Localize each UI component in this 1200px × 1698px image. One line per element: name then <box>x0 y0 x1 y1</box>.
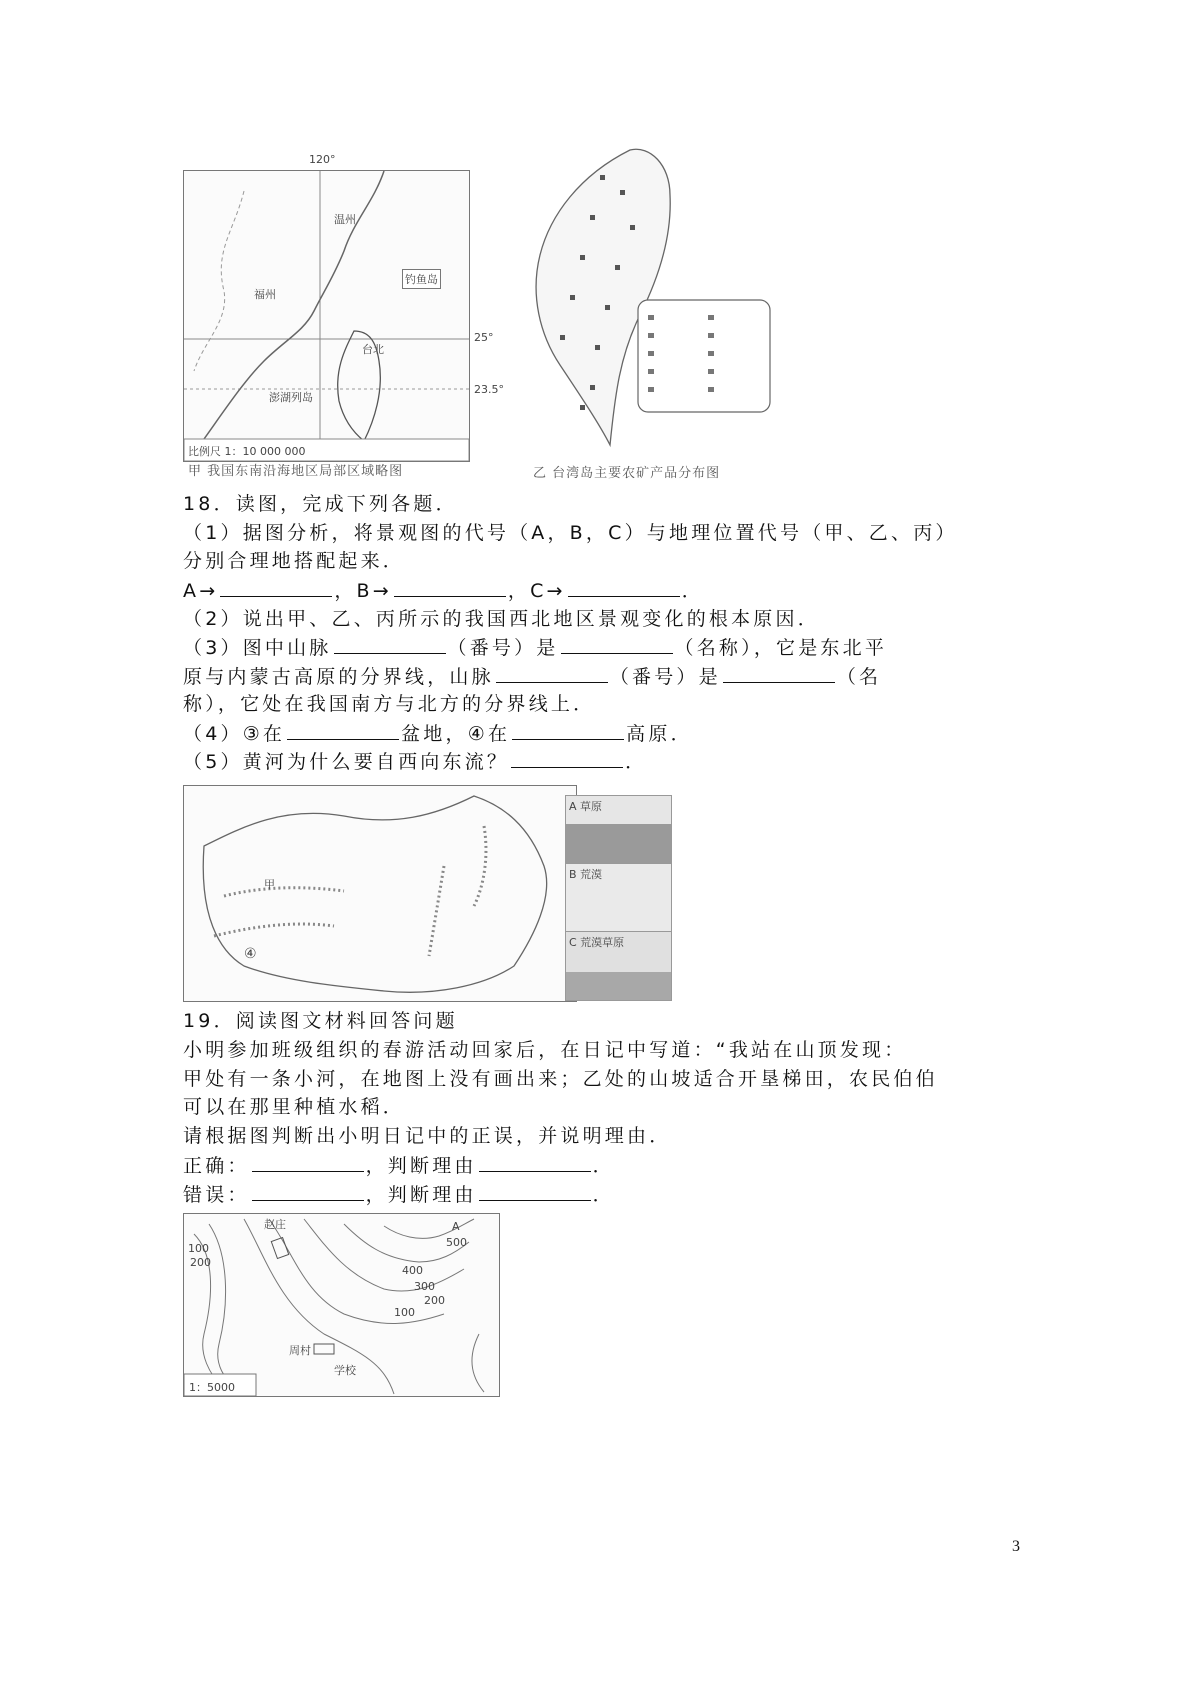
village-zhoucun: 周村 <box>289 1344 311 1357</box>
q19-line3: 可以在那里种植水稻． <box>183 1096 406 1118</box>
map-scale: 比例尺 1：10 000 000 <box>188 445 306 458</box>
southeast-coast-map-drawing <box>184 171 469 461</box>
q18-part2: （2）说出甲、乙、丙所示的我国西北地区景观变化的根本原因． <box>183 608 820 630</box>
latitude-25-label: 25° <box>474 331 494 344</box>
place-taipei: 台北 <box>362 343 384 356</box>
q18-p5-end: ． <box>625 751 648 773</box>
q18-p5-text: （5）黄河为什么要自西向东流？ <box>183 751 510 773</box>
q18-c-label: ，C→ <box>507 580 566 602</box>
q19-wrong-reason-blank[interactable] <box>479 1180 591 1201</box>
label-4: ④ <box>244 946 257 962</box>
taiwan-products-map <box>520 145 810 460</box>
contour-100-left: 100 <box>188 1242 209 1255</box>
q18-c-blank[interactable] <box>568 576 680 597</box>
q18-p3-text-4: 原与内蒙古高原的分界线，山脉 <box>183 666 494 688</box>
place-diaoyu-island: 钓鱼岛 <box>402 269 441 289</box>
village-zhaozhuang: 赵庄 <box>264 1218 286 1231</box>
q18-p3-text-1: （3）图中山脉 <box>183 637 332 659</box>
q18-p3-blank-3[interactable] <box>496 662 608 683</box>
q18-p3-blank-2[interactable] <box>561 633 673 654</box>
q18-b-blank[interactable] <box>394 576 506 597</box>
q18-part1-end: ． <box>681 580 704 602</box>
latitude-235-label: 23.5° <box>474 383 504 396</box>
q18-p4-text-2: 盆地，④在 <box>401 723 511 745</box>
china-terrain-map <box>183 785 577 1002</box>
q18-part1-line2: 分别合理地搭配起来． <box>183 550 406 572</box>
q19-correct-reason-blank[interactable] <box>479 1151 591 1172</box>
q19-wrong-end: ． <box>592 1184 615 1206</box>
q19-correct-blank[interactable] <box>252 1151 364 1172</box>
q19-line2: 甲处有一条小河，在地图上没有画出来；乙处的山坡适合开垦梯田，农民伯伯 <box>183 1068 938 1090</box>
q19-correct <box>183 1151 615 1180</box>
longitude-label: 120° <box>309 153 336 166</box>
q18-p3-blank-4[interactable] <box>723 662 835 683</box>
q19-correct-label: 正确： <box>183 1155 250 1177</box>
q19-wrong-label: 错误： <box>183 1184 250 1206</box>
southeast-coast-map <box>183 153 504 462</box>
contour-map <box>183 1213 500 1397</box>
q18-b-label: ，B→ <box>334 580 392 602</box>
right-map-caption: 乙 台湾岛主要农矿产品分布图 <box>533 466 721 481</box>
q18-p4-blank-2[interactable] <box>512 719 624 740</box>
q19-wrong <box>183 1180 615 1209</box>
contour-300: 300 <box>414 1280 435 1293</box>
place-fuzhou: 福州 <box>254 288 276 301</box>
q19-line1: 小明参加班级组织的春游活动回家后，在日记中写道：“我站在山顶发现： <box>183 1039 907 1061</box>
q18-p4-text-1: （4）③在 <box>183 723 286 745</box>
panel-a <box>565 795 672 865</box>
q18-p3-text-5: （番号）是 <box>609 666 721 688</box>
q18-title: 18．读图，完成下列各题． <box>183 493 458 515</box>
contour-100-right: 100 <box>394 1306 415 1319</box>
q18-a-blank[interactable] <box>220 576 332 597</box>
q18-p3-text-6: （名 <box>836 666 882 688</box>
q18-part4 <box>183 719 693 748</box>
panel-b-label: B 荒漠 <box>569 868 603 881</box>
q19-correct-reason-label: ，判断理由 <box>365 1155 477 1177</box>
contour-400: 400 <box>402 1264 423 1277</box>
q18-p4-text-3: 高原． <box>626 723 693 745</box>
q18-p3-text-2: （番号）是 <box>447 637 559 659</box>
q18-part3-line1 <box>183 633 887 662</box>
q19-wrong-blank[interactable] <box>252 1180 364 1201</box>
q18-p4-blank-1[interactable] <box>287 719 399 740</box>
panel-a-label: A 草原 <box>569 800 603 813</box>
place-wenzhou: 温州 <box>334 213 356 226</box>
panel-b <box>565 863 672 933</box>
place-penghu: 澎湖列岛 <box>269 391 313 404</box>
panel-c <box>565 931 672 1001</box>
q19-correct-end: ． <box>592 1155 615 1177</box>
q18-part3-line3: 称），它处在我国南方与北方的分界线上． <box>183 693 596 715</box>
contour-500: 500 <box>446 1236 467 1249</box>
label-jia: 甲 <box>264 878 275 891</box>
contour-scale: 1：5000 <box>189 1381 235 1394</box>
q18-part3-line2 <box>183 662 881 691</box>
q19-title: 19．阅读图文材料回答问题 <box>183 1010 458 1032</box>
q18-p5-blank[interactable] <box>511 747 623 768</box>
q19-line4: 请根据图判断出小明日记中的正误，并说明理由． <box>183 1125 672 1147</box>
china-terrain-drawing <box>184 786 576 1001</box>
q18-p3-text-3: （名称），它是东北平 <box>674 637 888 659</box>
page-number: 3 <box>1012 1538 1020 1555</box>
left-map-caption: 甲 我国东南沿海地区局部区域略图 <box>188 464 404 479</box>
q18-p3-blank-1[interactable] <box>334 633 446 654</box>
q18-part5 <box>183 747 647 776</box>
q18-part1-line1: （1）据图分析，将景观图的代号（A，B，C）与地理位置代号（甲、乙、丙） <box>183 522 958 544</box>
contour-200-right: 200 <box>424 1294 445 1307</box>
contour-200-left: 200 <box>190 1256 211 1269</box>
landscape-panels <box>565 795 670 1000</box>
q18-a-label: A→ <box>183 580 219 602</box>
q18-part1-answers <box>183 576 704 605</box>
panel-c-label: C 荒漠草原 <box>569 936 625 949</box>
school-label: 学校 <box>334 1364 356 1377</box>
peak-a-label: A <box>452 1220 460 1233</box>
taiwan-products-map-drawing <box>520 145 810 460</box>
q19-wrong-reason-label: ，判断理由 <box>365 1184 477 1206</box>
